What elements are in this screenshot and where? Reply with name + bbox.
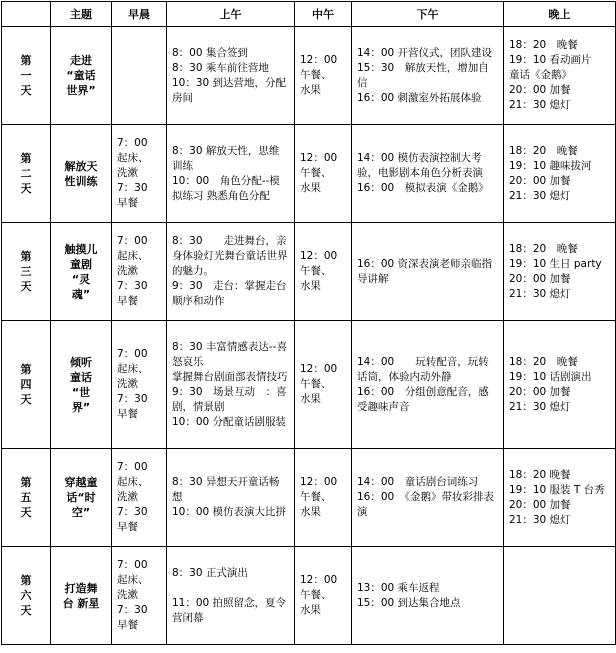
morning-cell: 7：00 起床、 洗漱 7：30 早餐 bbox=[112, 125, 167, 223]
evening-cell: 18：20 晚餐 19：10 看动画片 童话《金鹅》 20：00 加餐 21：30 熄灯 bbox=[504, 27, 616, 125]
forenoon-cell: 8：30 走进舞台，亲身体验灯光舞台童话世界的魅力。 9：30 走台：掌握走台顺序和动作 bbox=[167, 223, 295, 321]
theme-cell bbox=[51, 547, 112, 645]
noon-cell: 12：00 午餐、 水果 bbox=[295, 27, 352, 125]
afternoon-cell: 14：00 模仿表演控制大考验，电影剧本角色分析表演 16：00 模拟表演《金鹅》 bbox=[352, 125, 504, 223]
afternoon-cell: 14：00 童话剧台词练习 16：00 《金鹅》带妆彩排表演 bbox=[352, 449, 504, 547]
forenoon-cell: 8：30 正式演出 11：00 拍照留念，夏令营闭幕 bbox=[167, 547, 295, 645]
forenoon-cell: 8：30 解放天性，思维训练 10：00 角色分配--模拟练习 熟悉角色分配 bbox=[167, 125, 295, 223]
day-label: 第三天 bbox=[20, 250, 32, 293]
schedule-table bbox=[1, 1, 616, 645]
table-row bbox=[2, 321, 616, 449]
afternoon-cell: 16：00 资深表演老师亲临指导讲解 bbox=[352, 223, 504, 321]
header-morning: 早晨 bbox=[112, 2, 167, 27]
theme-label: 倾听 童话 “世 界” bbox=[70, 355, 92, 414]
day-cell bbox=[2, 27, 51, 125]
evening-cell: 18：20 晚餐 19：10 趣味拔河 20：00 加餐 21：30 熄灯 bbox=[504, 125, 616, 223]
forenoon-cell: 8：00 集合签到 8：30 乘车前往营地 10：30 到达营地，分配房间 bbox=[167, 27, 295, 125]
theme-cell bbox=[51, 321, 112, 449]
theme-label: 解放天 性训练 bbox=[64, 159, 98, 188]
evening-cell: 18：20 晚餐 19：10 话剧演出 20：00 加餐 21：30 熄灯 bbox=[504, 321, 616, 449]
table-row bbox=[2, 27, 616, 125]
day-cell bbox=[2, 547, 51, 645]
theme-cell bbox=[51, 125, 112, 223]
morning-cell: 7：00 起床、 洗漱 7：30 早餐 bbox=[112, 547, 167, 645]
evening-cell: 18：20 晚餐 19：10 生日 party 20：00 加餐 21：30 熄灯 bbox=[504, 223, 616, 321]
day-label: 第四天 bbox=[20, 363, 32, 406]
table-row bbox=[2, 125, 616, 223]
noon-cell: 12：00 午餐、 水果 bbox=[295, 449, 352, 547]
day-label: 第一天 bbox=[20, 54, 32, 97]
day-label: 第六天 bbox=[20, 574, 32, 617]
evening-cell bbox=[504, 547, 616, 645]
header-noon: 中午 bbox=[295, 2, 352, 27]
table-row bbox=[2, 223, 616, 321]
header-forenoon: 上午 bbox=[167, 2, 295, 27]
noon-cell: 12：00 午餐、 水果 bbox=[295, 223, 352, 321]
afternoon-cell: 14：00 玩转配音，玩转话筒，体验内动外静 16：00 分组创意配音，感受趣味声音 bbox=[352, 321, 504, 449]
day-cell bbox=[2, 223, 51, 321]
afternoon-cell: 13：00 乘车返程 15：00 到达集合地点 bbox=[352, 547, 504, 645]
morning-cell bbox=[112, 27, 167, 125]
noon-cell: 12：00 午餐、 水果 bbox=[295, 321, 352, 449]
day-cell bbox=[2, 125, 51, 223]
day-label: 第五天 bbox=[20, 476, 32, 519]
theme-label: 走进 “童话 世界” bbox=[66, 54, 96, 97]
theme-cell bbox=[51, 449, 112, 547]
header-evening: 晚上 bbox=[504, 2, 616, 27]
forenoon-cell: 8：30 异想天开童话畅想 10：00 模仿表演大比拼 bbox=[167, 449, 295, 547]
header-theme: 主题 bbox=[51, 2, 112, 27]
noon-cell: 12：00 午餐、 水果 bbox=[295, 547, 352, 645]
day-cell bbox=[2, 321, 51, 449]
table-row bbox=[2, 449, 616, 547]
noon-cell: 12：00 午餐、 水果 bbox=[295, 125, 352, 223]
header-afternoon: 下午 bbox=[352, 2, 504, 27]
theme-label: 触摸儿 童剧 “灵 魂” bbox=[64, 242, 98, 301]
theme-label: 打造舞 台 新星 bbox=[62, 581, 100, 610]
day-label: 第二天 bbox=[20, 152, 32, 195]
theme-cell bbox=[51, 27, 112, 125]
morning-cell: 7：00 起床、 洗漱 7：30 早餐 bbox=[112, 223, 167, 321]
afternoon-cell: 14：00 开营仪式，团队建设 15：30 解放天性，增加自信 16：00 刺激室外拓展体验 bbox=[352, 27, 504, 125]
day-cell bbox=[2, 449, 51, 547]
theme-cell bbox=[51, 223, 112, 321]
morning-cell: 7：00 起床、 洗漱 7：30 早餐 bbox=[112, 321, 167, 449]
header-row bbox=[2, 2, 616, 27]
morning-cell: 7：00 起床、 洗漱 7：30 早餐 bbox=[112, 449, 167, 547]
table-row bbox=[2, 547, 616, 645]
evening-cell: 18：20 晚餐 19：10 服装 T 台秀 20：00 加餐 21：30 熄灯 bbox=[504, 449, 616, 547]
theme-label: 穿越童 话“时 空” bbox=[64, 476, 98, 519]
forenoon-cell: 8：30 丰富情感表达--喜怒哀乐 掌握舞台剧面部表情技巧 9：30 场景互动 ：喜剧，情景剧 10：00 分配童话剧服装 bbox=[167, 321, 295, 449]
header-day bbox=[2, 2, 51, 27]
